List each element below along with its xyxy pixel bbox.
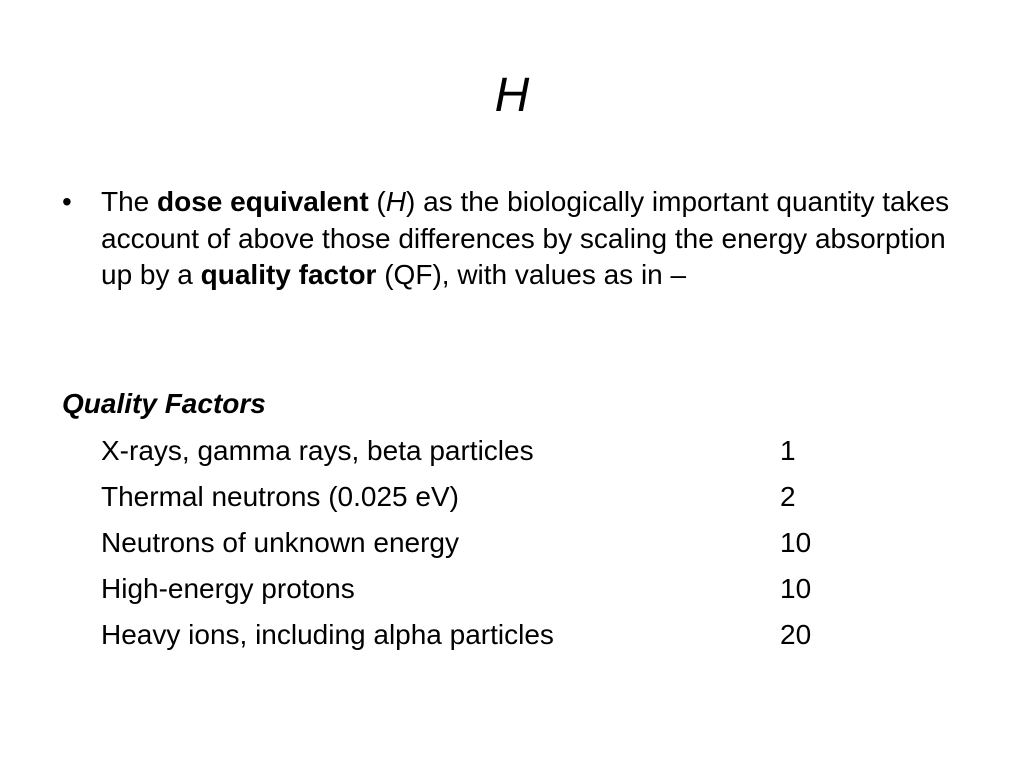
quality-factor-value: 10 (780, 573, 812, 604)
table-row (101, 612, 901, 658)
particle-type: High-energy protons (101, 573, 355, 604)
section-heading-quality-factors: Quality Factors (62, 388, 266, 419)
quality-factor-value: 10 (780, 527, 812, 558)
table-row (101, 474, 901, 520)
bullet-marker: • (62, 186, 72, 217)
bullet-text-plain-2: ( (368, 186, 386, 217)
bullet-text (101, 184, 951, 294)
bullet-text-plain-4: (QF), with values as in – (376, 259, 687, 290)
table-row (101, 520, 901, 566)
quality-factors-table (101, 428, 901, 658)
term-quality-factor: quality factor (200, 259, 377, 290)
bullet-text-plain-1: The (101, 186, 158, 217)
symbol-h: H (385, 186, 406, 217)
quality-factor-value: 2 (780, 481, 796, 512)
quality-factor-value: 20 (780, 619, 812, 650)
slide-title: H (494, 69, 530, 122)
particle-type: Neutrons of unknown energy (101, 527, 459, 558)
particle-type: Heavy ions, including alpha particles (101, 619, 554, 650)
table-row (101, 566, 901, 612)
term-dose-equivalent: dose equivalent (157, 186, 369, 217)
particle-type: X-rays, gamma rays, beta particles (101, 435, 534, 466)
particle-type: Thermal neutrons (0.025 eV) (101, 481, 459, 512)
quality-factor-value: 1 (780, 435, 796, 466)
table-row (101, 428, 901, 474)
bullet-text-plain-3: ) as the biologically important quantity takes account of above those differences by scaling the energy absorption up by a (101, 186, 950, 290)
